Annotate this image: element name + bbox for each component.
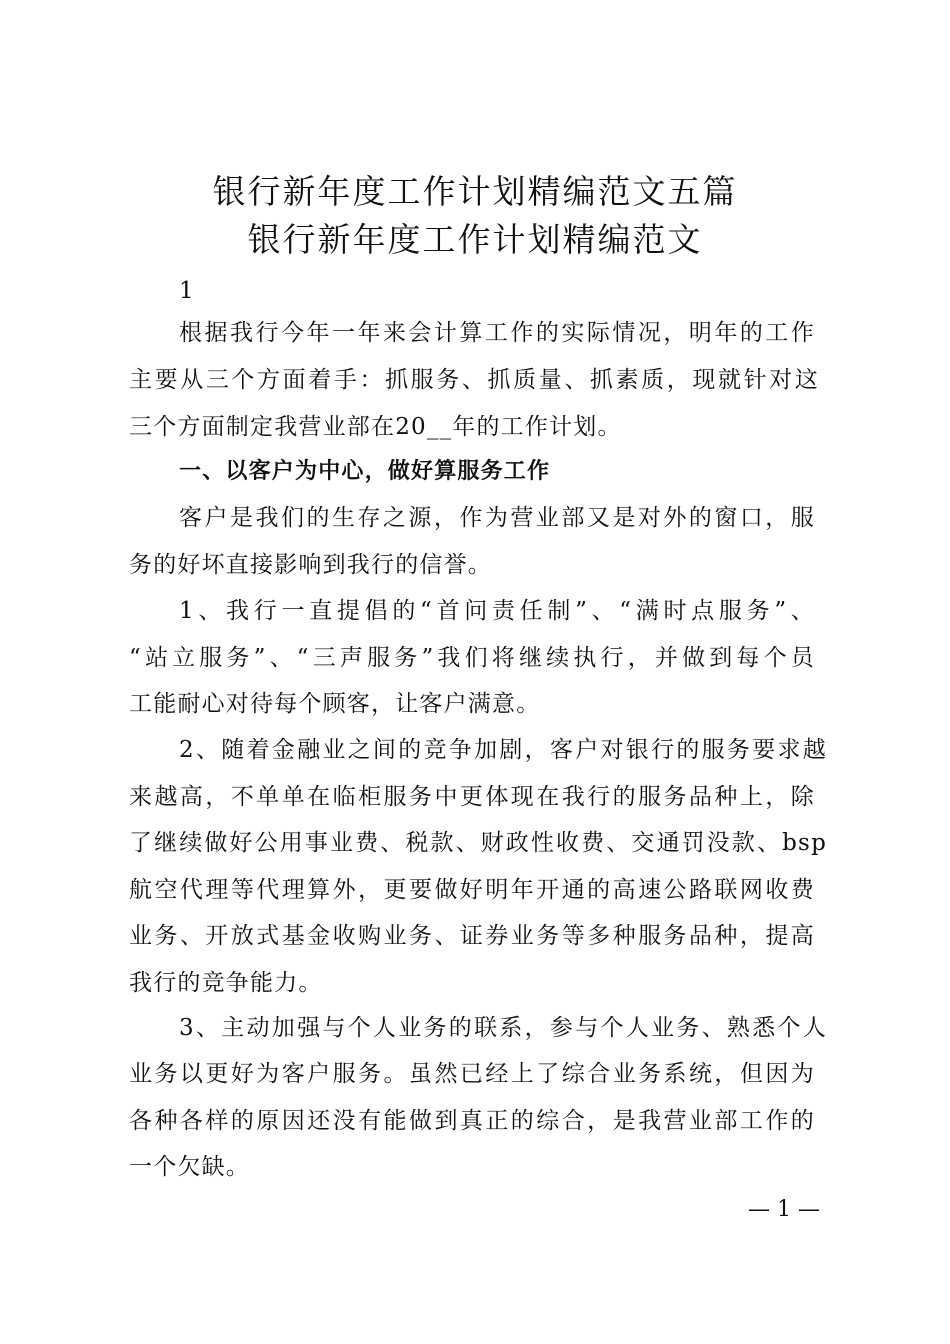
paragraph-line: 2、随着金融业之间的竞争加剧，客户对银行的服务要求越 [179,737,827,763]
paragraph-line: 来越高，不单单在临柜服务中更体现在我行的服务品种上，除 [129,784,815,810]
paragraph-line: 业务以更好为客户服务。虽然已经上了综合业务系统，但因为 [129,1061,815,1087]
paragraph-line: 根据我行今年一年来会计算工作的实际情况，明年的工作 [179,320,815,346]
paragraph-line: 客户是我们的生存之源，作为营业部又是对外的窗口，服 [179,505,815,531]
section-heading: 一、以客户为中心，做好算服务工作 [179,459,551,484]
document-title: 银行新年度工作计划精编范文五篇 [212,172,738,211]
paragraph-line: 1、我行一直提倡的“首问责任制”、“满时点服务”、 [179,598,815,624]
section-number: 1 [179,278,195,304]
paragraph-line: 务的好坏直接影响到我行的信誉。 [129,552,492,578]
paragraph-line: 一个欠缺。 [129,1154,250,1180]
paragraph-line: 三个方面制定我营业部在20__年的工作计划。 [129,414,622,440]
paragraph-line: 了继续做好公用事业费、税款、财政性收费、交通罚没款、bsp [129,830,827,856]
paragraph-line: 我行的竞争能力。 [129,970,323,996]
paragraph-line: 工能耐心对待每个顾客，让客户满意。 [129,691,541,717]
paragraph-line: 各种各样的原因还没有能做到真正的综合，是我营业部工作的 [129,1108,815,1134]
page-number: — 1 — [748,1197,820,1222]
paragraph-line: “站立服务”、“三声服务”我们将继续执行，并做到每个员 [129,645,815,671]
paragraph-line: 业务、开放式基金收购业务、证券业务等多种服务品种，提高 [129,923,815,949]
paragraph-line: 主要从三个方面着手：抓服务、抓质量、抓素质，现就针对这 [129,367,819,393]
paragraph-line: 3、主动加强与个人业务的联系，参与个人业务、熟悉个人 [179,1015,827,1041]
document-subtitle: 银行新年度工作计划精编范文 [247,220,703,259]
paragraph-line: 航空代理等代理算外，更要做好明年开通的高速公路联网收费 [129,877,815,903]
